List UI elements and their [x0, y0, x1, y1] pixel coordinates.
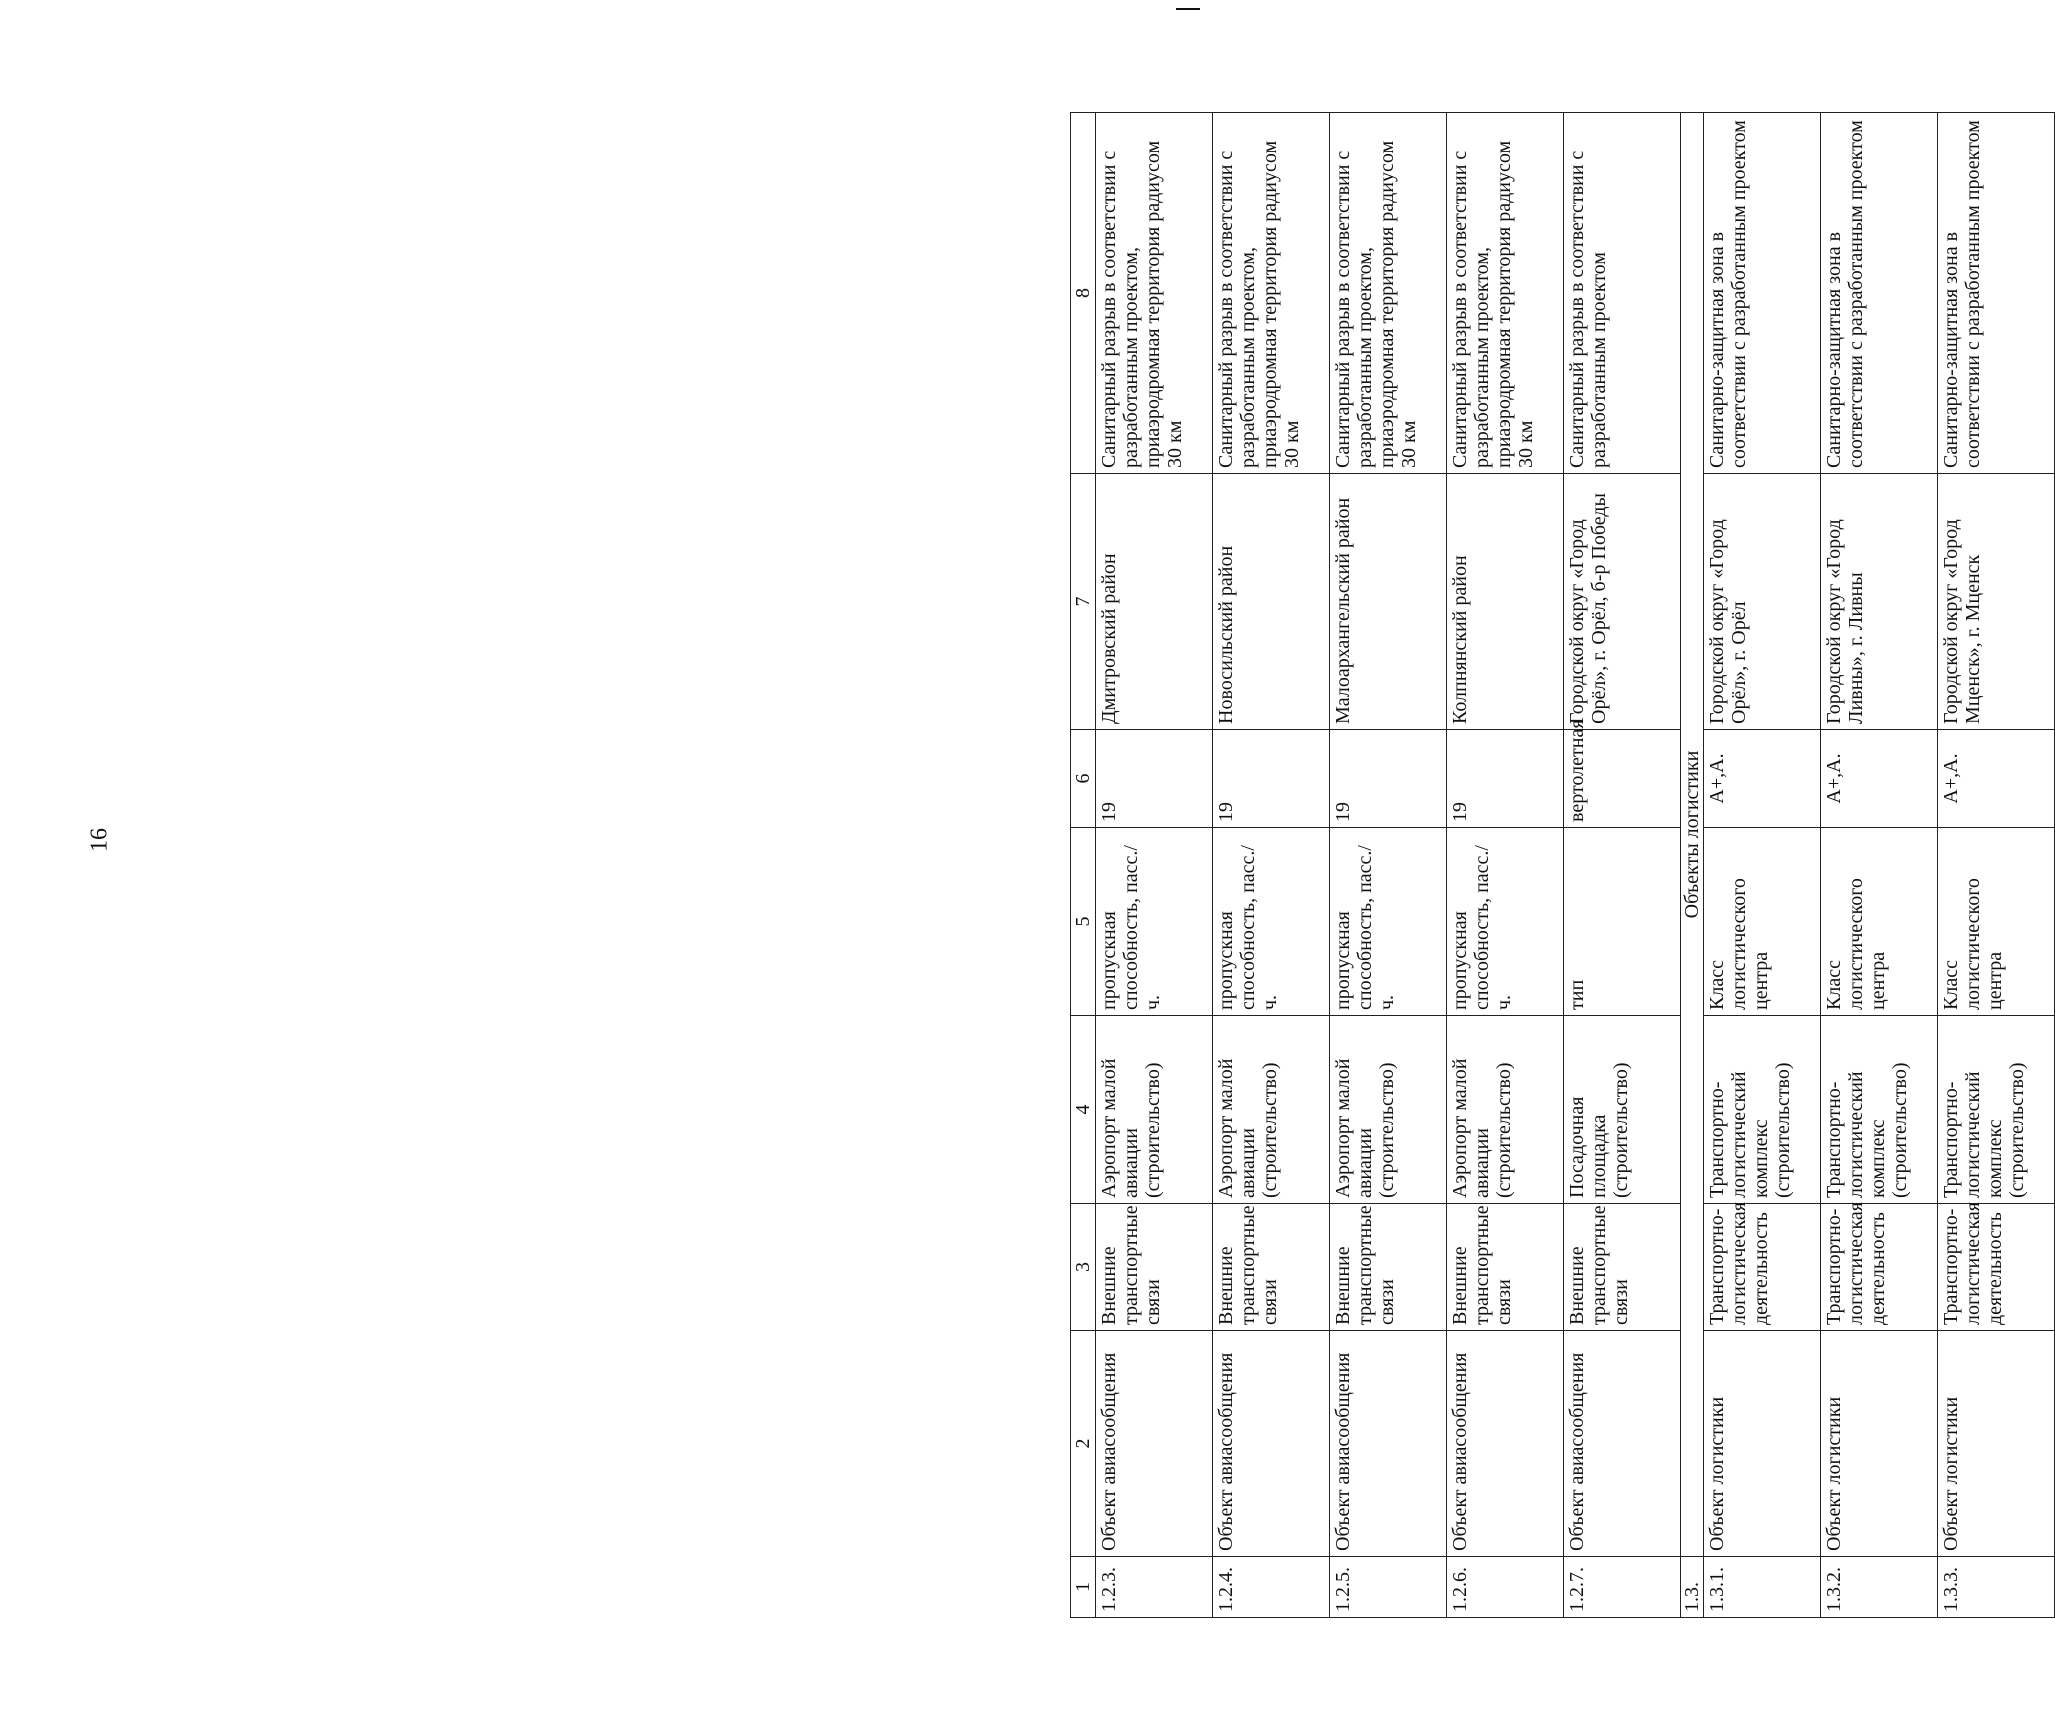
object-name-cell: Аэропорт малой авиации (строительство)	[1447, 1016, 1564, 1204]
table-row	[1096, 113, 1213, 1618]
objects-table-wrap	[1070, 113, 2035, 1618]
location-cell: Городской округ «Город Мценск», г. Мценск	[1938, 474, 2055, 730]
row-number: 1.3.2.	[1821, 1557, 1938, 1618]
object-type-cell: Объект авиасообщения	[1447, 1331, 1564, 1557]
value-cell: А+,А.	[1938, 730, 2055, 828]
object-name-cell: Транспортно-логистический комплекс (строительство)	[1821, 1016, 1938, 1204]
location-cell: Городской округ «Город Орёл», г. Орёл	[1704, 474, 1821, 730]
object-type-cell: Объект авиасообщения	[1096, 1331, 1213, 1557]
object-type-cell: Объект авиасообщения	[1564, 1331, 1681, 1557]
characteristic-cell: Класс логистического центра	[1821, 828, 1938, 1016]
zone-cell: Санитарно-защитная зона в соответствии с разработанным проектом	[1821, 113, 1938, 474]
characteristic-cell: пропускная способность, пасс./ч.	[1213, 828, 1330, 1016]
value-cell: 19	[1096, 730, 1213, 828]
object-name-cell: Аэропорт малой авиации (строительство)	[1096, 1016, 1213, 1204]
object-name-cell: Аэропорт малой авиации (строительство)	[1213, 1016, 1330, 1204]
column-number: 8	[1071, 113, 1096, 474]
value-cell: 19	[1330, 730, 1447, 828]
object-name-cell: Посадочная площадка (строительство)	[1564, 1016, 1681, 1204]
purpose-cell: Транспортно-логистическая деятельность	[1704, 1204, 1821, 1331]
purpose-cell: Внешние транспортные связи	[1447, 1204, 1564, 1331]
location-cell: Городской округ «Город Ливны», г. Ливны	[1821, 474, 1938, 730]
object-type-cell: Объект авиасообщения	[1213, 1331, 1330, 1557]
purpose-cell: Транспортно-логистическая деятельность	[1821, 1204, 1938, 1331]
row-number: 1.3.1.	[1704, 1557, 1821, 1618]
column-number: 1	[1071, 1557, 1096, 1618]
column-number: 2	[1071, 1331, 1096, 1557]
characteristic-cell: пропускная способность, пасс./ч.	[1330, 828, 1447, 1016]
characteristic-cell: тип	[1564, 828, 1681, 1016]
table-body	[1071, 113, 2055, 1618]
section-title: Объекты логистики	[1681, 113, 1704, 1557]
object-name-cell: Транспортно-логистический комплекс (строительство)	[1938, 1016, 2055, 1204]
value-cell: А+,А.	[1821, 730, 1938, 828]
column-number: 6	[1071, 730, 1096, 828]
column-number: 4	[1071, 1016, 1096, 1204]
column-number: 5	[1071, 828, 1096, 1016]
page-number: 16	[86, 828, 113, 852]
zone-cell: Санитарный разрыв в соответствии с разработанным проектом, приаэродромная территория радиусом 30 км	[1096, 113, 1213, 474]
location-cell: Малоархангельский район	[1330, 474, 1447, 730]
value-cell: вертолетная	[1564, 730, 1681, 828]
row-number: 1.2.4.	[1213, 1557, 1330, 1618]
object-type-cell: Объект логистики	[1821, 1331, 1938, 1557]
value-cell: А+,А.	[1704, 730, 1821, 828]
zone-cell: Санитарный разрыв в соответствии с разработанным проектом, приаэродромная территория радиусом 30 км	[1447, 113, 1564, 474]
table-row	[1938, 113, 2055, 1618]
column-number: 7	[1071, 474, 1096, 730]
section-row	[1681, 113, 1704, 1618]
row-number: 1.2.5.	[1330, 1557, 1447, 1618]
value-cell: 19	[1447, 730, 1564, 828]
location-cell: Колпнянский район	[1447, 474, 1564, 730]
location-cell: Новосильский район	[1213, 474, 1330, 730]
object-name-cell: Транспортно-логистический комплекс (строительство)	[1704, 1016, 1821, 1204]
characteristic-cell: пропускная способность, пасс./ч.	[1096, 828, 1213, 1016]
zone-cell: Санитарно-защитная зона в соответствии с разработанным проектом	[1704, 113, 1821, 474]
zone-cell: Санитарно-защитная зона в соответствии с разработанным проектом	[1938, 113, 2055, 474]
characteristic-cell: пропускная способность, пасс./ч.	[1447, 828, 1564, 1016]
zone-cell: Санитарный разрыв в соответствии с разработанным проектом, приаэродромная территория радиусом 30 км	[1330, 113, 1447, 474]
zone-cell: Санитарный разрыв в соответствии с разработанным проектом, приаэродромная территория радиусом 30 км	[1213, 113, 1330, 474]
purpose-cell: Внешние транспортные связи	[1330, 1204, 1447, 1331]
object-type-cell: Объект логистики	[1938, 1331, 2055, 1557]
zone-cell: Санитарный разрыв в соответствии с разработанным проектом	[1564, 113, 1681, 474]
object-type-cell: Объект логистики	[1704, 1331, 1821, 1557]
table-row	[1213, 113, 1330, 1618]
table-row	[1330, 113, 1447, 1618]
row-number: 1.2.3.	[1096, 1557, 1213, 1618]
table-row	[1447, 113, 1564, 1618]
column-number-row	[1071, 113, 1096, 1618]
purpose-cell: Транспортно-логистическая деятельность	[1938, 1204, 2055, 1331]
location-cell: Дмитровский район	[1096, 474, 1213, 730]
purpose-cell: Внешние транспортные связи	[1213, 1204, 1330, 1331]
table-row	[1821, 113, 1938, 1618]
purpose-cell: Внешние транспортные связи	[1564, 1204, 1681, 1331]
object-name-cell: Аэропорт малой авиации (строительство)	[1330, 1016, 1447, 1204]
objects-table	[1070, 112, 2055, 1618]
row-number: 1.2.7.	[1564, 1557, 1681, 1618]
characteristic-cell: Класс логистического центра	[1938, 828, 2055, 1016]
table-row	[1564, 113, 1681, 1618]
column-number: 3	[1071, 1204, 1096, 1331]
corner-mark	[1176, 8, 1200, 10]
row-number: 1.3.3.	[1938, 1557, 2055, 1618]
row-number: 1.2.6.	[1447, 1557, 1564, 1618]
location-cell: Городской округ «Город Орёл», г. Орёл, б-р Победы	[1564, 474, 1681, 730]
section-number: 1.3.	[1681, 1557, 1704, 1618]
characteristic-cell: Класс логистического центра	[1704, 828, 1821, 1016]
purpose-cell: Внешние транспортные связи	[1096, 1204, 1213, 1331]
object-type-cell: Объект авиасообщения	[1330, 1331, 1447, 1557]
table-row	[1704, 113, 1821, 1618]
value-cell: 19	[1213, 730, 1330, 828]
